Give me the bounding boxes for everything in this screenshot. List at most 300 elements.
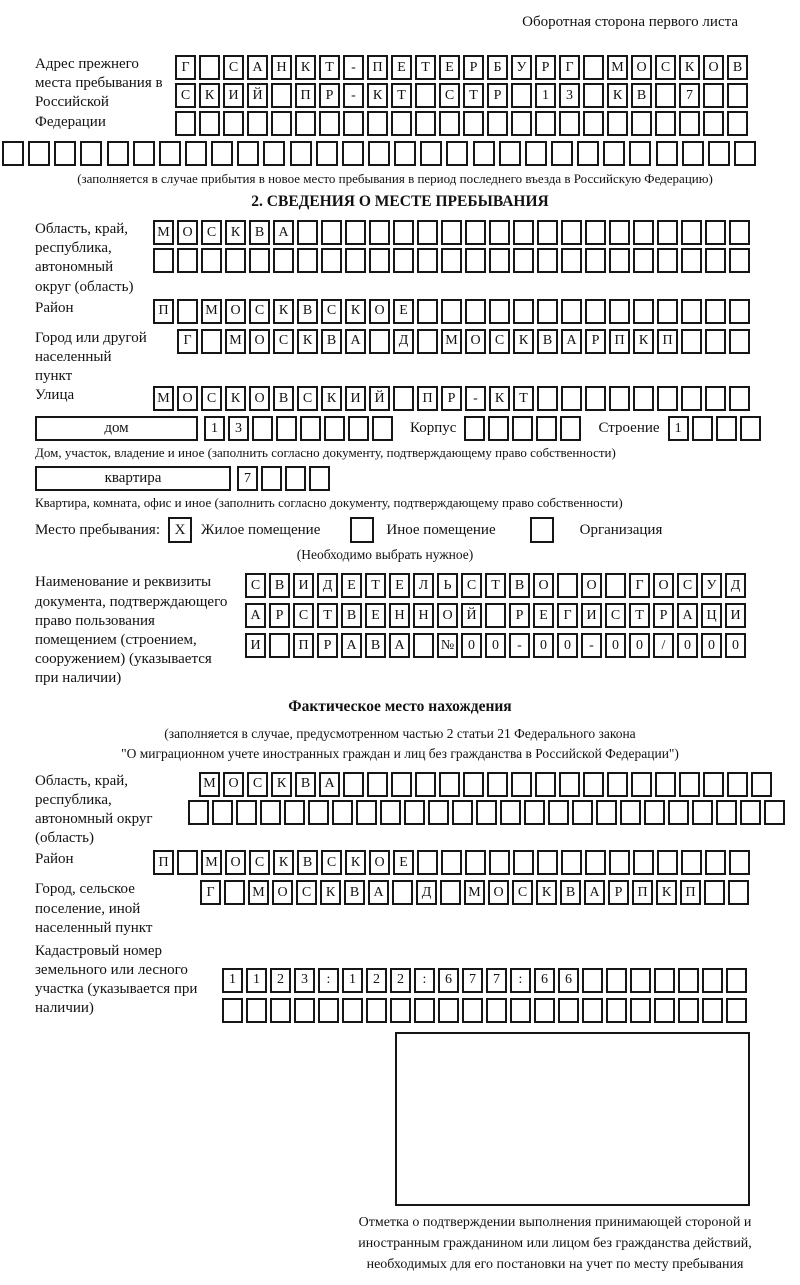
char-box[interactable]: С	[247, 772, 268, 797]
char-box[interactable]: 7	[679, 83, 700, 108]
char-box[interactable]	[629, 141, 651, 166]
char-box[interactable]	[704, 880, 725, 905]
char-box[interactable]	[199, 55, 220, 80]
char-box[interactable]: С	[223, 55, 244, 80]
char-box[interactable]	[465, 248, 486, 273]
char-box[interactable]: Е	[533, 603, 554, 628]
char-box[interactable]	[318, 998, 339, 1023]
char-box[interactable]: 1	[246, 968, 267, 993]
char-box[interactable]	[513, 248, 534, 273]
char-box[interactable]	[368, 141, 390, 166]
char-box[interactable]: А	[368, 880, 389, 905]
char-box[interactable]	[428, 800, 449, 825]
char-box[interactable]: 2	[390, 968, 411, 993]
char-box[interactable]	[633, 386, 654, 411]
char-box[interactable]	[285, 466, 306, 491]
char-box[interactable]: О	[249, 386, 270, 411]
char-box[interactable]	[80, 141, 102, 166]
char-box[interactable]: М	[464, 880, 485, 905]
char-box[interactable]: П	[680, 880, 701, 905]
char-box[interactable]: О	[249, 329, 270, 354]
char-box[interactable]	[201, 329, 222, 354]
char-box[interactable]: В	[509, 573, 530, 598]
char-box[interactable]	[631, 111, 652, 136]
char-box[interactable]	[585, 220, 606, 245]
char-box[interactable]	[536, 416, 557, 441]
char-box[interactable]	[609, 299, 630, 324]
char-box[interactable]: Р	[269, 603, 290, 628]
char-box[interactable]	[535, 772, 556, 797]
char-box[interactable]: А	[319, 772, 340, 797]
char-box[interactable]: -	[509, 633, 530, 658]
char-box[interactable]	[764, 800, 785, 825]
char-box[interactable]	[729, 299, 750, 324]
char-box[interactable]: Г	[177, 329, 198, 354]
char-box[interactable]: Т	[513, 386, 534, 411]
char-box[interactable]: 0	[701, 633, 722, 658]
char-box[interactable]	[607, 111, 628, 136]
char-box[interactable]: О	[488, 880, 509, 905]
char-box[interactable]: И	[581, 603, 602, 628]
char-box[interactable]: С	[201, 220, 222, 245]
char-box[interactable]: К	[367, 83, 388, 108]
char-box[interactable]	[499, 141, 521, 166]
char-box[interactable]	[28, 141, 50, 166]
char-box[interactable]: Д	[416, 880, 437, 905]
char-box[interactable]: Д	[393, 329, 414, 354]
char-box[interactable]: О	[533, 573, 554, 598]
char-box[interactable]: Г	[629, 573, 650, 598]
char-box[interactable]	[222, 998, 243, 1023]
char-box[interactable]	[583, 772, 604, 797]
char-box[interactable]	[585, 299, 606, 324]
char-box[interactable]: П	[153, 850, 174, 875]
char-box[interactable]: К	[345, 299, 366, 324]
char-box[interactable]	[585, 386, 606, 411]
char-box[interactable]	[246, 998, 267, 1023]
char-box[interactable]: В	[297, 850, 318, 875]
char-box[interactable]: К	[607, 83, 628, 108]
char-box[interactable]: Й	[247, 83, 268, 108]
char-box[interactable]	[703, 772, 724, 797]
char-box[interactable]: 0	[557, 633, 578, 658]
char-box[interactable]: Т	[415, 55, 436, 80]
char-box[interactable]	[705, 220, 726, 245]
char-box[interactable]: Т	[319, 55, 340, 80]
char-box[interactable]	[324, 416, 345, 441]
char-box[interactable]: Н	[413, 603, 434, 628]
char-box[interactable]: П	[293, 633, 314, 658]
char-box[interactable]: 0	[461, 633, 482, 658]
char-box[interactable]: М	[441, 329, 462, 354]
char-box[interactable]: К	[320, 880, 341, 905]
char-box[interactable]: А	[345, 329, 366, 354]
char-box[interactable]: №	[437, 633, 458, 658]
char-box[interactable]: В	[249, 220, 270, 245]
char-box[interactable]: -	[343, 83, 364, 108]
stay-type-checkbox-organization[interactable]	[530, 517, 554, 543]
char-box[interactable]: Р	[487, 83, 508, 108]
char-box[interactable]	[273, 248, 294, 273]
char-box[interactable]	[342, 998, 363, 1023]
char-box[interactable]	[284, 800, 305, 825]
char-box[interactable]	[633, 299, 654, 324]
char-box[interactable]	[726, 998, 747, 1023]
char-box[interactable]	[657, 386, 678, 411]
char-box[interactable]: В	[273, 386, 294, 411]
char-box[interactable]	[404, 800, 425, 825]
char-box[interactable]	[702, 998, 723, 1023]
char-box[interactable]	[609, 220, 630, 245]
char-box[interactable]: В	[321, 329, 342, 354]
char-box[interactable]	[369, 220, 390, 245]
char-box[interactable]: Т	[317, 603, 338, 628]
char-box[interactable]	[367, 111, 388, 136]
char-box[interactable]	[489, 299, 510, 324]
char-box[interactable]: 6	[438, 968, 459, 993]
char-box[interactable]	[596, 800, 617, 825]
char-box[interactable]	[729, 248, 750, 273]
char-box[interactable]	[465, 299, 486, 324]
char-box[interactable]: Е	[391, 55, 412, 80]
char-box[interactable]	[319, 111, 340, 136]
char-box[interactable]	[473, 141, 495, 166]
char-box[interactable]	[414, 998, 435, 1023]
char-box[interactable]: 0	[725, 633, 746, 658]
char-box[interactable]	[380, 800, 401, 825]
char-box[interactable]: К	[273, 299, 294, 324]
char-box[interactable]	[655, 83, 676, 108]
char-box[interactable]	[740, 800, 761, 825]
char-box[interactable]	[107, 141, 129, 166]
char-box[interactable]	[343, 111, 364, 136]
char-box[interactable]	[657, 299, 678, 324]
char-box[interactable]	[681, 299, 702, 324]
char-box[interactable]: 7	[486, 968, 507, 993]
char-box[interactable]: О	[703, 55, 724, 80]
char-box[interactable]	[644, 800, 665, 825]
char-box[interactable]: 0	[485, 633, 506, 658]
char-box[interactable]: Р	[535, 55, 556, 80]
char-box[interactable]	[561, 386, 582, 411]
char-box[interactable]: И	[345, 386, 366, 411]
char-box[interactable]: М	[153, 220, 174, 245]
char-box[interactable]	[679, 772, 700, 797]
char-box[interactable]	[321, 248, 342, 273]
char-box[interactable]	[654, 998, 675, 1023]
char-box[interactable]	[487, 111, 508, 136]
char-box[interactable]	[682, 141, 704, 166]
char-box[interactable]	[692, 800, 713, 825]
char-box[interactable]: Е	[393, 850, 414, 875]
char-box[interactable]	[367, 772, 388, 797]
char-box[interactable]	[393, 220, 414, 245]
char-box[interactable]: У	[511, 55, 532, 80]
char-box[interactable]	[606, 968, 627, 993]
char-box[interactable]	[393, 248, 414, 273]
char-box[interactable]	[668, 800, 689, 825]
char-box[interactable]: Ь	[437, 573, 458, 598]
char-box[interactable]: Г	[559, 55, 580, 80]
char-box[interactable]	[557, 573, 578, 598]
char-box[interactable]	[464, 416, 485, 441]
char-box[interactable]	[308, 800, 329, 825]
char-box[interactable]	[561, 850, 582, 875]
char-box[interactable]: Е	[341, 573, 362, 598]
char-box[interactable]	[657, 220, 678, 245]
char-box[interactable]	[535, 111, 556, 136]
char-box[interactable]	[633, 248, 654, 273]
char-box[interactable]	[488, 416, 509, 441]
char-box[interactable]	[417, 299, 438, 324]
char-box[interactable]: О	[223, 772, 244, 797]
char-box[interactable]: В	[537, 329, 558, 354]
char-box[interactable]	[247, 111, 268, 136]
char-box[interactable]: 2	[366, 968, 387, 993]
char-box[interactable]	[729, 386, 750, 411]
char-box[interactable]	[393, 386, 414, 411]
char-box[interactable]: К	[225, 386, 246, 411]
char-box[interactable]	[441, 220, 462, 245]
char-box[interactable]	[559, 772, 580, 797]
char-box[interactable]: :	[510, 968, 531, 993]
char-box[interactable]: А	[561, 329, 582, 354]
char-box[interactable]	[705, 386, 726, 411]
char-box[interactable]: С	[677, 573, 698, 598]
char-box[interactable]: О	[653, 573, 674, 598]
char-box[interactable]	[332, 800, 353, 825]
char-box[interactable]	[390, 998, 411, 1023]
char-box[interactable]	[558, 998, 579, 1023]
char-box[interactable]	[681, 850, 702, 875]
char-box[interactable]: О	[369, 850, 390, 875]
char-box[interactable]: -	[465, 386, 486, 411]
char-box[interactable]: Д	[725, 573, 746, 598]
char-box[interactable]	[201, 248, 222, 273]
char-box[interactable]: В	[269, 573, 290, 598]
char-box[interactable]: В	[297, 299, 318, 324]
char-box[interactable]: 7	[462, 968, 483, 993]
char-box[interactable]: Ц	[701, 603, 722, 628]
char-box[interactable]	[534, 998, 555, 1023]
char-box[interactable]	[655, 772, 676, 797]
char-box[interactable]: К	[199, 83, 220, 108]
char-box[interactable]	[633, 220, 654, 245]
char-box[interactable]	[512, 416, 533, 441]
char-box[interactable]	[582, 968, 603, 993]
char-box[interactable]	[441, 299, 462, 324]
char-box[interactable]	[585, 248, 606, 273]
char-box[interactable]: Р	[653, 603, 674, 628]
char-box[interactable]	[537, 386, 558, 411]
char-box[interactable]	[441, 850, 462, 875]
char-box[interactable]	[630, 968, 651, 993]
char-box[interactable]	[295, 111, 316, 136]
char-box[interactable]: Т	[463, 83, 484, 108]
char-box[interactable]: И	[245, 633, 266, 658]
char-box[interactable]: А	[273, 220, 294, 245]
char-box[interactable]: 3	[294, 968, 315, 993]
char-box[interactable]	[537, 850, 558, 875]
char-box[interactable]	[708, 141, 730, 166]
char-box[interactable]: С	[249, 299, 270, 324]
char-box[interactable]: С	[175, 83, 196, 108]
char-box[interactable]: 0	[605, 633, 626, 658]
char-box[interactable]	[446, 141, 468, 166]
char-box[interactable]: С	[293, 603, 314, 628]
char-box[interactable]	[300, 416, 321, 441]
char-box[interactable]	[657, 850, 678, 875]
char-box[interactable]: 2	[270, 968, 291, 993]
char-box[interactable]: В	[341, 603, 362, 628]
char-box[interactable]: :	[414, 968, 435, 993]
char-box[interactable]: К	[633, 329, 654, 354]
char-box[interactable]: К	[679, 55, 700, 80]
char-box[interactable]: М	[225, 329, 246, 354]
char-box[interactable]	[223, 111, 244, 136]
char-box[interactable]	[290, 141, 312, 166]
char-box[interactable]	[487, 772, 508, 797]
char-box[interactable]	[656, 141, 678, 166]
char-box[interactable]	[252, 416, 273, 441]
stay-type-checkbox-residential[interactable]: X	[168, 517, 192, 543]
char-box[interactable]: П	[295, 83, 316, 108]
char-box[interactable]	[369, 248, 390, 273]
char-box[interactable]	[513, 850, 534, 875]
char-box[interactable]	[485, 603, 506, 628]
char-box[interactable]	[462, 998, 483, 1023]
char-box[interactable]	[224, 880, 245, 905]
char-box[interactable]	[236, 800, 257, 825]
char-box[interactable]	[537, 220, 558, 245]
char-box[interactable]	[609, 386, 630, 411]
char-box[interactable]	[297, 220, 318, 245]
char-box[interactable]: Г	[557, 603, 578, 628]
char-box[interactable]: С	[461, 573, 482, 598]
char-box[interactable]: О	[369, 299, 390, 324]
char-box[interactable]	[249, 248, 270, 273]
char-box[interactable]	[452, 800, 473, 825]
char-box[interactable]	[511, 83, 532, 108]
char-box[interactable]: С	[655, 55, 676, 80]
char-box[interactable]: /	[653, 633, 674, 658]
char-box[interactable]	[271, 111, 292, 136]
char-box[interactable]	[391, 772, 412, 797]
char-box[interactable]	[225, 248, 246, 273]
char-box[interactable]	[657, 248, 678, 273]
char-box[interactable]: М	[607, 55, 628, 80]
char-box[interactable]: С	[512, 880, 533, 905]
char-box[interactable]	[211, 141, 233, 166]
char-box[interactable]	[276, 416, 297, 441]
char-box[interactable]: К	[513, 329, 534, 354]
char-box[interactable]	[415, 83, 436, 108]
char-box[interactable]	[633, 850, 654, 875]
char-box[interactable]	[609, 850, 630, 875]
char-box[interactable]	[679, 111, 700, 136]
char-box[interactable]	[560, 416, 581, 441]
char-box[interactable]	[465, 850, 486, 875]
char-box[interactable]	[369, 329, 390, 354]
char-box[interactable]	[177, 850, 198, 875]
char-box[interactable]: О	[581, 573, 602, 598]
char-box[interactable]	[716, 800, 737, 825]
char-box[interactable]	[417, 220, 438, 245]
char-box[interactable]: Т	[485, 573, 506, 598]
char-box[interactable]: Т	[391, 83, 412, 108]
char-box[interactable]: К	[321, 386, 342, 411]
char-box[interactable]: Г	[175, 55, 196, 80]
char-box[interactable]	[681, 248, 702, 273]
char-box[interactable]: С	[321, 850, 342, 875]
char-box[interactable]: Е	[439, 55, 460, 80]
char-box[interactable]	[133, 141, 155, 166]
char-box[interactable]	[702, 968, 723, 993]
char-box[interactable]	[740, 416, 761, 441]
char-box[interactable]: К	[345, 850, 366, 875]
char-box[interactable]: А	[584, 880, 605, 905]
char-box[interactable]	[537, 248, 558, 273]
char-box[interactable]	[583, 55, 604, 80]
char-box[interactable]: М	[248, 880, 269, 905]
char-box[interactable]: С	[249, 850, 270, 875]
char-box[interactable]: В	[560, 880, 581, 905]
char-box[interactable]	[177, 299, 198, 324]
char-box[interactable]	[489, 248, 510, 273]
char-box[interactable]: И	[223, 83, 244, 108]
char-box[interactable]	[415, 111, 436, 136]
char-box[interactable]	[489, 850, 510, 875]
char-box[interactable]	[729, 220, 750, 245]
char-box[interactable]	[511, 772, 532, 797]
char-box[interactable]: К	[297, 329, 318, 354]
char-box[interactable]: 1	[222, 968, 243, 993]
char-box[interactable]	[417, 248, 438, 273]
char-box[interactable]	[603, 141, 625, 166]
char-box[interactable]	[705, 329, 726, 354]
char-box[interactable]	[417, 850, 438, 875]
char-box[interactable]	[271, 83, 292, 108]
char-box[interactable]	[345, 248, 366, 273]
char-box[interactable]	[537, 299, 558, 324]
char-box[interactable]	[199, 111, 220, 136]
char-box[interactable]	[551, 141, 573, 166]
char-box[interactable]: Р	[463, 55, 484, 80]
char-box[interactable]	[513, 220, 534, 245]
char-box[interactable]: П	[417, 386, 438, 411]
char-box[interactable]: Б	[487, 55, 508, 80]
char-box[interactable]: В	[631, 83, 652, 108]
char-box[interactable]: П	[632, 880, 653, 905]
char-box[interactable]	[159, 141, 181, 166]
char-box[interactable]: В	[365, 633, 386, 658]
char-box[interactable]: К	[536, 880, 557, 905]
char-box[interactable]	[692, 416, 713, 441]
char-box[interactable]: Н	[389, 603, 410, 628]
char-box[interactable]: К	[656, 880, 677, 905]
char-box[interactable]: В	[344, 880, 365, 905]
char-box[interactable]	[489, 220, 510, 245]
char-box[interactable]	[726, 968, 747, 993]
char-box[interactable]: О	[437, 603, 458, 628]
char-box[interactable]: С	[245, 573, 266, 598]
char-box[interactable]: С	[489, 329, 510, 354]
char-box[interactable]	[583, 83, 604, 108]
char-box[interactable]: М	[199, 772, 220, 797]
char-box[interactable]	[321, 220, 342, 245]
char-box[interactable]: Е	[365, 603, 386, 628]
char-box[interactable]: А	[389, 633, 410, 658]
